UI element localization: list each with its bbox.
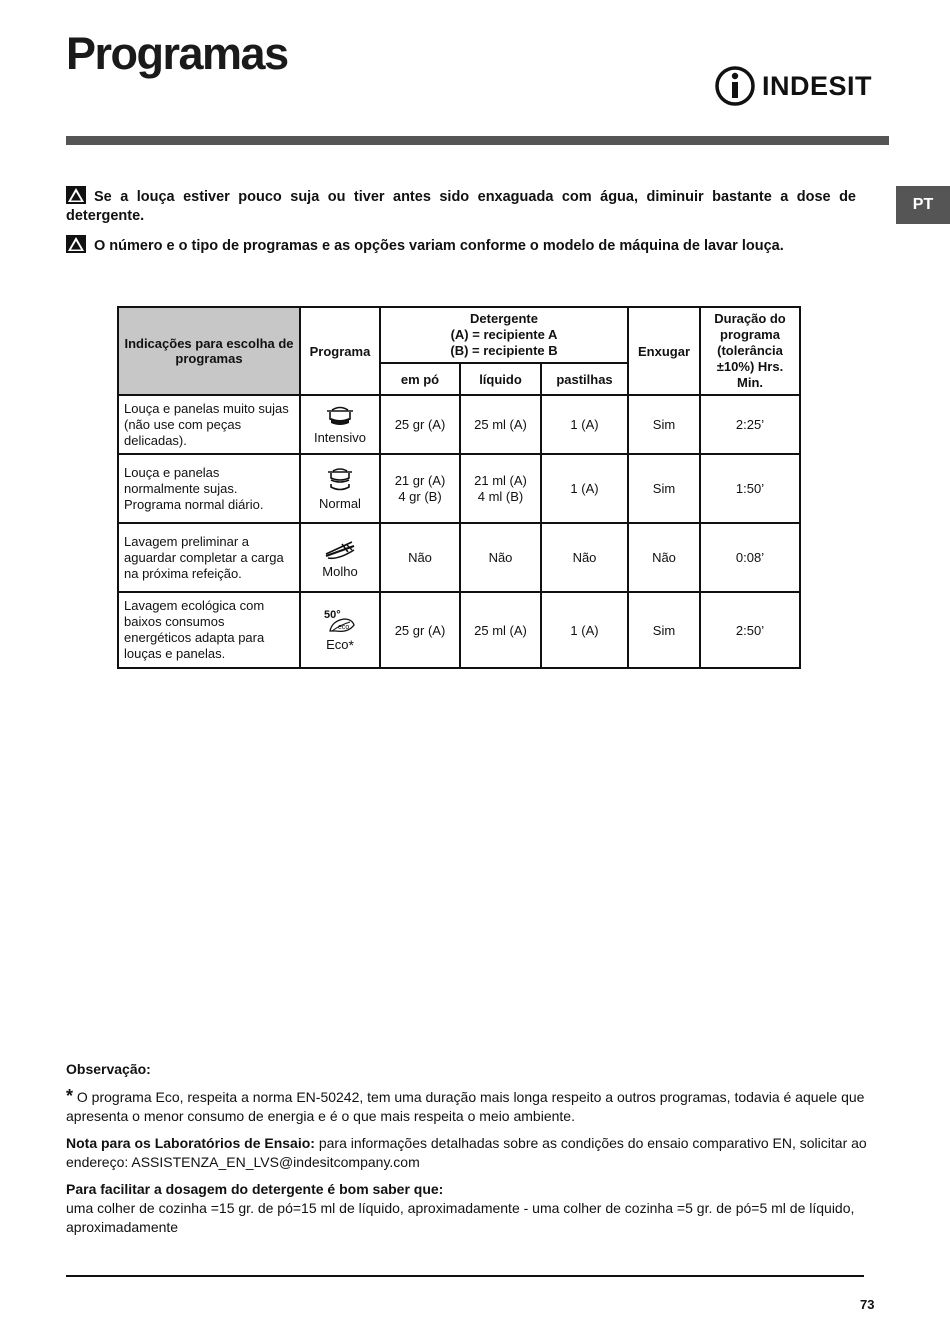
brand-wordmark: INDESIT — [762, 70, 873, 101]
svg-text:eco: eco — [338, 624, 350, 631]
header-detergent-a: (A) = recipiente A — [450, 327, 558, 342]
table-row — [118, 395, 800, 454]
header-program: Programa — [300, 307, 380, 395]
duration-value: 1:50’ — [700, 454, 800, 523]
table-row — [118, 454, 800, 523]
header-detergent — [380, 307, 628, 363]
header-indications: Indicações para escolha de programas — [118, 307, 300, 395]
liquid-dose: 25 ml (A) — [460, 395, 541, 454]
header-liquid: líquido — [460, 363, 541, 395]
powder-dose-a: 21 gr (A) — [394, 472, 446, 488]
warning-text-2: O número e o tipo de programas e as opções variam conforme o modelo de máquina de lavar louça. — [94, 238, 784, 254]
header-duration: Duração do programa (tolerância ±10%) Hrs. Min. — [700, 307, 800, 395]
program-name: Intensivo — [313, 430, 367, 445]
svg-text:50°: 50° — [324, 609, 341, 621]
liquid-dose: Não — [460, 523, 541, 592]
liquid-dose-a: 21 ml (A) — [474, 472, 527, 488]
program-cell — [300, 523, 380, 592]
row-description: Lavagem preliminar a aguardar completar a carga na próxima refeição. — [118, 523, 300, 592]
header-divider — [66, 136, 889, 145]
dry-value: Não — [628, 523, 700, 592]
program-cell — [300, 592, 380, 668]
program-cell — [300, 454, 380, 523]
warning-note-2 — [66, 235, 856, 256]
row-description: Louça e panelas normalmente sujas. Programa normal diário. — [118, 454, 300, 523]
soak-plates-icon — [322, 536, 358, 562]
notes-heading: Observação: — [66, 1061, 151, 1077]
programs-table — [117, 306, 801, 669]
powder-dose: Não — [380, 523, 460, 592]
warning-triangle-icon — [66, 235, 86, 253]
notes-section — [66, 1060, 876, 1237]
dose-note-label: Para facilitar a dosagem do detergente é bom saber que: — [66, 1181, 444, 1197]
dry-value: Sim — [628, 454, 700, 523]
warning-text-1: Se a louça estiver pouco suja ou tiver antes sido enxaguada com água, diminuir bastante a dose de detergente. — [66, 189, 856, 224]
language-tab: PT — [896, 186, 950, 224]
program-name: Normal — [319, 496, 361, 511]
dose-note-text: uma colher de cozinha =15 gr. de pó=15 ml de líquido, aproximadamente - uma colher de cozinha =5 gr. de pó=5 ml de líquido, aproximadamente — [66, 1200, 855, 1235]
row-description: Louça e panelas muito sujas (não use com peças delicadas). — [118, 395, 300, 454]
normal-pot-icon — [323, 466, 357, 494]
liquid-dose-b: 4 ml (B) — [477, 488, 524, 504]
duration-value: 0:08’ — [700, 523, 800, 592]
tablet-dose: 1 (A) — [541, 395, 628, 454]
tablet-dose: 1 (A) — [541, 592, 628, 668]
warning-triangle-icon — [66, 186, 86, 204]
table-row — [118, 523, 800, 592]
tablet-dose: 1 (A) — [541, 454, 628, 523]
eco-footnote-star: * — [66, 1086, 74, 1106]
page-number: 73 — [860, 1297, 875, 1312]
intensive-pot-icon — [323, 404, 357, 428]
footer-divider — [66, 1275, 864, 1277]
row-description: Lavagem ecológica com baixos consumos energéticos adapta para louças e panelas. — [118, 592, 300, 668]
indesit-i-icon — [714, 64, 756, 108]
eco-50-icon — [322, 607, 358, 635]
program-cell — [300, 395, 380, 454]
page-title: Programas — [66, 28, 288, 79]
powder-dose: 25 gr (A) — [380, 592, 460, 668]
tablet-dose: Não — [541, 523, 628, 592]
program-name — [306, 637, 374, 653]
dry-value: Sim — [628, 592, 700, 668]
eco-note-text: O programa Eco, respeita a norma EN-50242, tem uma duração mais longa respeito a outros programas, todavia é aquele que apresenta o menor consumo de energia e é o que mais respeita o meio ambiente. — [66, 1089, 865, 1124]
table-row — [118, 592, 800, 668]
liquid-dose — [460, 454, 541, 523]
powder-dose-b: 4 gr (B) — [398, 488, 442, 504]
duration-value: 2:25’ — [700, 395, 800, 454]
powder-dose — [380, 454, 460, 523]
header-detergent-title: Detergente — [470, 311, 538, 326]
powder-dose: 25 gr (A) — [380, 395, 460, 454]
lab-note-label: Nota para os Laboratórios de Ensaio: — [66, 1135, 315, 1151]
header-detergent-b: (B) = recipiente B — [450, 343, 558, 358]
program-footnote-mark: * — [348, 637, 354, 653]
brand-logo — [714, 64, 872, 108]
header-tablets: pastilhas — [541, 363, 628, 395]
program-name: Molho — [322, 564, 358, 579]
program-name-text: Eco — [326, 637, 349, 652]
dry-value: Sim — [628, 395, 700, 454]
header-dry: Enxugar — [628, 307, 700, 395]
lab-note-text: para informações detalhadas sobre as condições do ensaio comparativo EN, solicitar ao endereço: ASSISTENZA_EN_LVS@indesitcompany.com — [66, 1135, 867, 1170]
warning-note-1 — [66, 186, 856, 226]
duration-value: 2:50’ — [700, 592, 800, 668]
header-powder: em pó — [380, 363, 460, 395]
liquid-dose: 25 ml (A) — [460, 592, 541, 668]
